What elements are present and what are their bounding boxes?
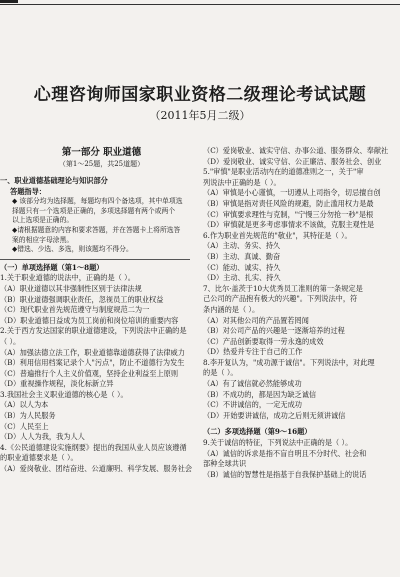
text-line: 3.我国社会主义职业道德的核心是（ ）。 (0, 389, 128, 399)
text-line: （D）职业道德日益成为员工岗前和岗位培训的重要内容 (0, 315, 179, 325)
guide-heading: 答题指导： (10, 186, 46, 196)
text-line: （D）审慎就是更多考虑事情求不该做，克服主观性是 (203, 220, 375, 230)
text-line: 8.李开复认为，"成功源于诚信"。下列说法中，对此理 (203, 357, 375, 367)
text-line: （A）加强法德立法工作，职业道德靠道德获得了法律威力 (0, 347, 185, 357)
right-column (203, 146, 400, 480)
text-line: （C）能动、诚实、持久 (203, 262, 281, 272)
text-line: （C）爱岗敬业、诚实守信、办事公道、服务群众、奉献社 (203, 146, 389, 155)
text-line: （C）人民至上 (0, 421, 49, 431)
text-line: （B）不成功的，都是因为缺乏诚信 (203, 389, 317, 399)
text-line: （A）主动、务实、持久 (203, 241, 281, 251)
text-line: 的职业道德要求是（ ）。 (0, 453, 78, 463)
question-1 (0, 273, 203, 326)
text-line: 条内涵的是（ ）。 (203, 304, 260, 314)
section-divider (0, 259, 190, 260)
text-line: 以上选项是正确的。 (12, 216, 74, 225)
exam-date: （2011年5月二级） (149, 109, 251, 122)
question-3 (0, 390, 203, 443)
text-line: 择题只有一个选项是正确的，多项选择题有两个或两个 (12, 206, 176, 215)
text-line: 己公司的产品抱有极大的兴趣"。下列说法中，符 (203, 294, 358, 304)
text-line: （C）不讲诚信的，一定无成功 (203, 400, 302, 410)
part-subtitle: （第1～25题，共25道题） (58, 160, 145, 168)
section-heading: 一、职业道德基础理论与知识部分 (0, 176, 108, 185)
text-line: （B）对公司产品的兴趣是一逐渐培养的过程 (203, 326, 345, 336)
text-line: 7、比尔·盖茨于10大优秀员工准则的第一条规定是 (203, 283, 363, 293)
text-line: 6.作为职业首先规范的"敬业"，其特征是（ ）。 (203, 230, 352, 240)
multi-choice-heading: （二）多项选择题（第9～16题） (203, 427, 312, 437)
corner-mark (0, 0, 18, 3)
text-line: （D）主动、扎实、持久 (203, 273, 281, 283)
page-top-rule (0, 0, 400, 5)
text-line: （D）人人为我，我为人人 (0, 432, 85, 442)
text-line: （A）对其他公司的产品置若罔闻 (203, 315, 309, 325)
text-line: （B）审慎是指对责任风险的规避，防止滥用权力是最 (203, 198, 374, 208)
text-line: （C）普遍推行个人主义价值观，坚持企业利益至上原则 (0, 368, 179, 378)
exam-title: 心理咨询师国家职业资格二级理论考试试题 (33, 85, 367, 105)
text-line: ◆ 该部分均为选择题，每题均有四个备选项，其中单项选 (12, 197, 183, 206)
text-line: （B）诚信的智慧性是指基于自我保护基础上的说话 (203, 469, 367, 479)
text-line: （D）热爱并专注于自己的工作 (203, 347, 303, 357)
text-line: 2.关于西方发达国家的职业道德建设，下列说法中正确的是 (0, 326, 187, 336)
text-line: （B）职业道德强调职业责任，忽视员工的职业权益 (0, 294, 164, 304)
text-line: ◆请根据题意的内容和要求答题，并在答题卡上将所选答 (12, 225, 181, 234)
text-line: （C）现代职业首先规范遵守与制度规范二为一 (0, 305, 150, 315)
text-line: 5."审慎"是职业活动内在的道德准则之一，关于"审 (203, 167, 364, 177)
text-line: 9.关于诚信的特征，下列说法中正确的是（ ）。 (203, 438, 353, 448)
text-line: 列说法中正确的是（ ）。 (203, 177, 281, 187)
text-line: （B）主动、真诚、勤奋 (203, 251, 281, 261)
left-column (0, 146, 203, 475)
text-line: 1.关于职业道德的说法中，正确的是（ ）。 (0, 273, 135, 283)
text-line: 的是（ ）。 (203, 368, 238, 378)
text-line: （A）诚信的诉求是指不盲自明且不分时代、社会和 (203, 448, 367, 458)
text-line: （A）职业道德以其非强制性区别于法律法规 (0, 283, 142, 293)
question-9 (203, 438, 400, 480)
part-title: 第一部分 职业道德 (61, 147, 142, 158)
text-line: 部种全球共识 (203, 459, 247, 469)
text-line: （B）为人民服务 (0, 411, 56, 421)
text-line: （C）产品创新要取得一劳永逸的成效 (203, 336, 324, 346)
right-questions (203, 146, 400, 421)
text-line: （B）利用信用档案记录个人"污点"，防止不道德行为发生 (0, 358, 185, 368)
text-line: （C）审慎要求理性与克制，"宁慢三分勿抢一秒"是根 (203, 209, 374, 219)
question-2 (0, 326, 203, 390)
text-line: ◆错选、少选、多选，则该题均不得分。 (12, 245, 133, 254)
guide-block (0, 197, 203, 255)
text-line: （D）爱岗敬业、诚实守信、公正廉洁、服务社会、创业 (203, 156, 382, 166)
text-line: （A）爱岗敬业、团结奋进、公道廉明、科学发展、服务社会 (0, 464, 193, 474)
text-line: （A）以人为本 (0, 400, 49, 410)
text-line: （A）有了诚信就必然能够成功 (203, 379, 302, 389)
text-line: 4.《公民道德建设实施纲要》提出的我国从业人员应该遵循 (0, 442, 187, 452)
single-choice-heading: （一）单项选择题（第1～8题） (0, 262, 104, 272)
text-line: （A）审慎是小心谨慎，一切遵从上司指令，切忌擅自创 (203, 188, 381, 198)
text-line: （ ）。 (0, 336, 21, 346)
question-4 (0, 443, 203, 475)
text-line: （D）重视操作规程，淡化标新立异 (0, 379, 114, 389)
text-line: （D）开始要讲诚信，成功之后则无须讲诚信 (203, 410, 346, 420)
text-line: 案的相应字母涂黑。 (12, 235, 74, 244)
